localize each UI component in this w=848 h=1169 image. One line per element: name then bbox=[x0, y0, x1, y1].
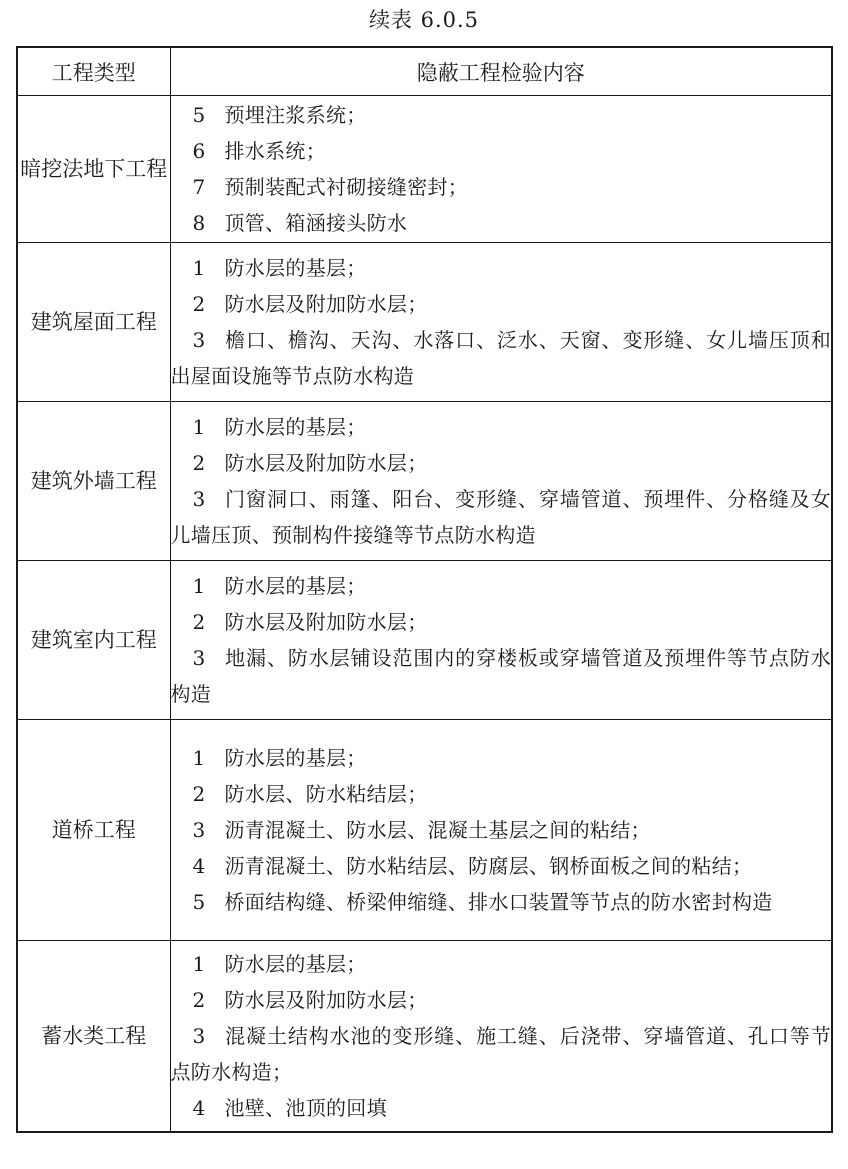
item-text: 桥面结构缝、桥梁伸缩缝、排水口装置等节点的防水密封构造 bbox=[224, 890, 773, 914]
item-text: 沥青混凝土、防水层、混凝土基层之间的粘结； bbox=[224, 818, 651, 842]
item-text: 防水层及附加防水层； bbox=[224, 451, 428, 475]
item-number: 5 bbox=[192, 103, 206, 127]
project-type-cell: 建筑室内工程 bbox=[17, 561, 170, 720]
project-type-cell: 建筑外墙工程 bbox=[17, 402, 170, 561]
inspection-item bbox=[171, 133, 832, 169]
inspection-item bbox=[171, 848, 832, 884]
item-number: 4 bbox=[192, 1096, 206, 1120]
table-row bbox=[17, 941, 832, 1133]
inspection-item bbox=[171, 322, 832, 394]
inspection-content-cell bbox=[170, 243, 832, 402]
inspection-item bbox=[171, 568, 832, 604]
project-type-cell: 道桥工程 bbox=[17, 720, 170, 941]
inspection-item bbox=[171, 640, 832, 712]
item-text: 防水层及附加防水层； bbox=[224, 610, 428, 634]
item-number: 6 bbox=[192, 139, 206, 163]
item-number: 2 bbox=[192, 451, 206, 475]
item-text: 防水层及附加防水层； bbox=[224, 292, 428, 316]
inspection-item bbox=[171, 409, 832, 445]
header-inspection-content: 隐蔽工程检验内容 bbox=[170, 47, 832, 96]
item-number: 1 bbox=[192, 415, 206, 439]
item-text: 预埋注浆系统； bbox=[224, 103, 367, 127]
project-type-cell: 蓄水类工程 bbox=[17, 941, 170, 1133]
item-text: 防水层的基层； bbox=[224, 256, 367, 280]
item-number: 2 bbox=[192, 610, 206, 634]
inspection-item bbox=[171, 740, 832, 776]
item-text: 混凝土结构水池的变形缝、施工缝、后浇带、穿墙管道、孔口等节点防水构造； bbox=[170, 1024, 831, 1084]
table-row bbox=[17, 561, 832, 720]
inspection-item bbox=[171, 1018, 832, 1090]
item-text: 檐口、檐沟、天沟、水落口、泛水、天窗、变形缝、女儿墙压顶和出屋面设施等节点防水构造 bbox=[170, 328, 831, 388]
inspection-item bbox=[171, 812, 832, 848]
inspection-item bbox=[171, 205, 832, 241]
item-text: 防水层、防水粘结层； bbox=[224, 782, 428, 806]
item-number: 3 bbox=[192, 328, 206, 352]
inspection-item bbox=[171, 884, 832, 920]
item-text: 防水层的基层； bbox=[224, 574, 367, 598]
item-number: 8 bbox=[192, 211, 206, 235]
item-number: 2 bbox=[192, 988, 206, 1012]
item-number: 2 bbox=[192, 782, 206, 806]
item-text: 防水层的基层； bbox=[224, 746, 367, 770]
item-text: 池壁、池顶的回填 bbox=[224, 1096, 387, 1120]
item-number: 2 bbox=[192, 292, 206, 316]
item-number: 5 bbox=[192, 890, 206, 914]
inspection-item bbox=[171, 97, 832, 133]
header-project-type: 工程类型 bbox=[17, 47, 170, 96]
item-number: 4 bbox=[192, 854, 206, 878]
item-number: 3 bbox=[192, 818, 206, 842]
item-text: 地漏、防水层铺设范围内的穿楼板或穿墙管道及预埋件等节点防水构造 bbox=[170, 646, 831, 706]
item-number: 3 bbox=[192, 1024, 206, 1048]
inspection-content-cell bbox=[170, 941, 832, 1133]
inspection-content-cell bbox=[170, 561, 832, 720]
item-text: 预制装配式衬砌接缝密封； bbox=[224, 175, 469, 199]
inspection-item bbox=[171, 982, 832, 1018]
inspection-content-cell bbox=[170, 402, 832, 561]
item-text: 防水层的基层； bbox=[224, 415, 367, 439]
table-row bbox=[17, 402, 832, 561]
item-number: 3 bbox=[192, 646, 206, 670]
item-number: 1 bbox=[192, 574, 206, 598]
item-text: 排水系统； bbox=[224, 139, 326, 163]
item-number: 1 bbox=[192, 746, 206, 770]
item-number: 1 bbox=[192, 256, 206, 280]
table-row bbox=[17, 720, 832, 941]
inspection-item bbox=[171, 1090, 832, 1126]
inspection-item bbox=[171, 776, 832, 812]
item-text: 防水层及附加防水层； bbox=[224, 988, 428, 1012]
inspection-item bbox=[171, 286, 832, 322]
inspection-item bbox=[171, 169, 832, 205]
item-number: 7 bbox=[192, 175, 206, 199]
header-row bbox=[17, 47, 832, 96]
inspection-table bbox=[16, 46, 833, 1133]
item-text: 防水层的基层； bbox=[224, 952, 367, 976]
table-row bbox=[17, 243, 832, 402]
item-number: 1 bbox=[192, 952, 206, 976]
inspection-item bbox=[171, 481, 832, 553]
item-text: 沥青混凝土、防水粘结层、防腐层、钢桥面板之间的粘结； bbox=[224, 854, 753, 878]
inspection-item bbox=[171, 250, 832, 286]
project-type-cell: 建筑屋面工程 bbox=[17, 243, 170, 402]
inspection-item bbox=[171, 604, 832, 640]
item-text: 门窗洞口、雨篷、阳台、变形缝、穿墙管道、预埋件、分格缝及女儿墙压顶、预制构件接缝等节点防水构造 bbox=[170, 487, 831, 547]
inspection-content-cell bbox=[170, 720, 832, 941]
table-caption: 续表 6.0.5 bbox=[368, 8, 480, 32]
inspection-item bbox=[171, 946, 832, 982]
table-row bbox=[17, 96, 832, 243]
inspection-content-cell bbox=[170, 96, 832, 243]
item-number: 3 bbox=[192, 487, 206, 511]
inspection-item bbox=[171, 445, 832, 481]
project-type-cell: 暗挖法地下工程 bbox=[17, 96, 170, 243]
item-text: 顶管、箱涵接头防水 bbox=[224, 211, 408, 235]
